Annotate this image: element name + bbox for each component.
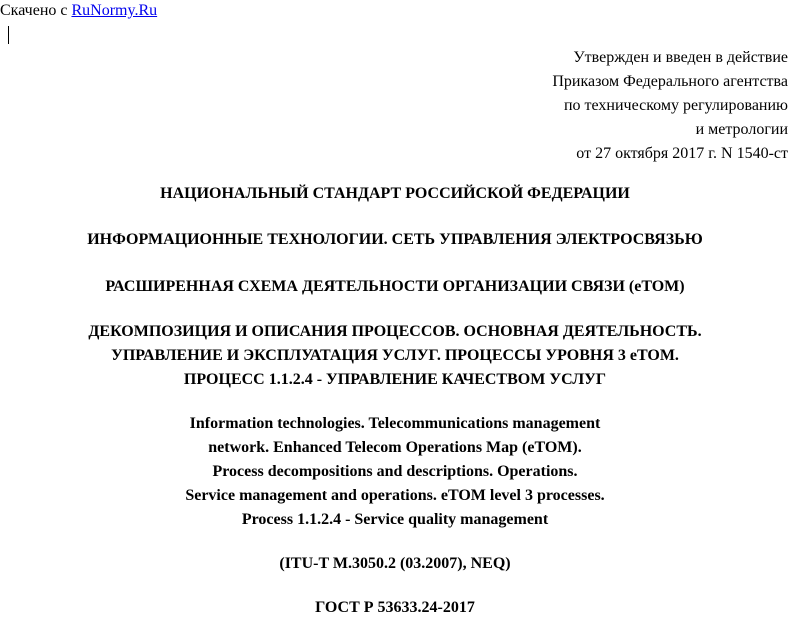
decomposition-line: УПРАВЛЕНИЕ И ЭКСПЛУАТАЦИЯ УСЛУГ. ПРОЦЕССЫ УРОВНЯ 3 eTOM. (111, 347, 679, 364)
itu-reference-heading: (ITU-T M.3050.2 (03.2007), NEQ) (279, 555, 511, 572)
download-prefix: Скачено с (0, 2, 68, 19)
download-source-line (0, 1, 157, 21)
gost-number-heading: ГОСТ Р 53633.24-2017 (315, 599, 475, 616)
english-title-line: Information technologies. Telecommunications management (189, 415, 601, 432)
decomposition-heading (0, 320, 790, 392)
approval-line: от 27 октября 2017 г. N 1540-ст (576, 145, 788, 162)
english-title-heading (0, 412, 790, 532)
text-cursor (8, 26, 9, 44)
approval-line: Утвержден и введен в действие (573, 49, 788, 66)
english-title-line: Service management and operations. eTOM level 3 processes. (185, 487, 605, 504)
english-title-line: Process decompositions and descriptions. Operations. (212, 463, 578, 480)
national-standard-heading: НАЦИОНАЛЬНЫЙ СТАНДАРТ РОССИЙСКОЙ ФЕДЕРАЦИИ (160, 185, 630, 202)
decomposition-line: ДЕКОМПОЗИЦИЯ И ОПИСАНИЯ ПРОЦЕССОВ. ОСНОВНАЯ ДЕЯТЕЛЬНОСТЬ. (88, 323, 702, 340)
approval-line: и метрологии (695, 121, 788, 138)
runormy-link[interactable]: RuNormy.Ru (71, 2, 158, 19)
approval-line: по техническому регулированию (563, 97, 788, 114)
it-network-heading: ИНФОРМАЦИОННЫЕ ТЕХНОЛОГИИ. СЕТЬ УПРАВЛЕНИЯ ЭЛЕКТРОСВЯЗЬЮ (87, 231, 703, 248)
decomposition-line: ПРОЦЕСС 1.1.2.4 - УПРАВЛЕНИЕ КАЧЕСТВОМ УСЛУГ (183, 371, 607, 388)
approval-block (552, 46, 788, 166)
english-title-line: network. Enhanced Telecom Operations Map (eTOM). (208, 439, 582, 456)
english-title-line: Process 1.1.2.4 - Service quality management (241, 511, 549, 528)
approval-line: Приказом Федерального агентства (552, 73, 788, 90)
extended-scheme-heading: РАСШИРЕННАЯ СХЕМА ДЕЯТЕЛЬНОСТИ ОРГАНИЗАЦИИ СВЯЗИ (eTOM) (105, 278, 685, 295)
